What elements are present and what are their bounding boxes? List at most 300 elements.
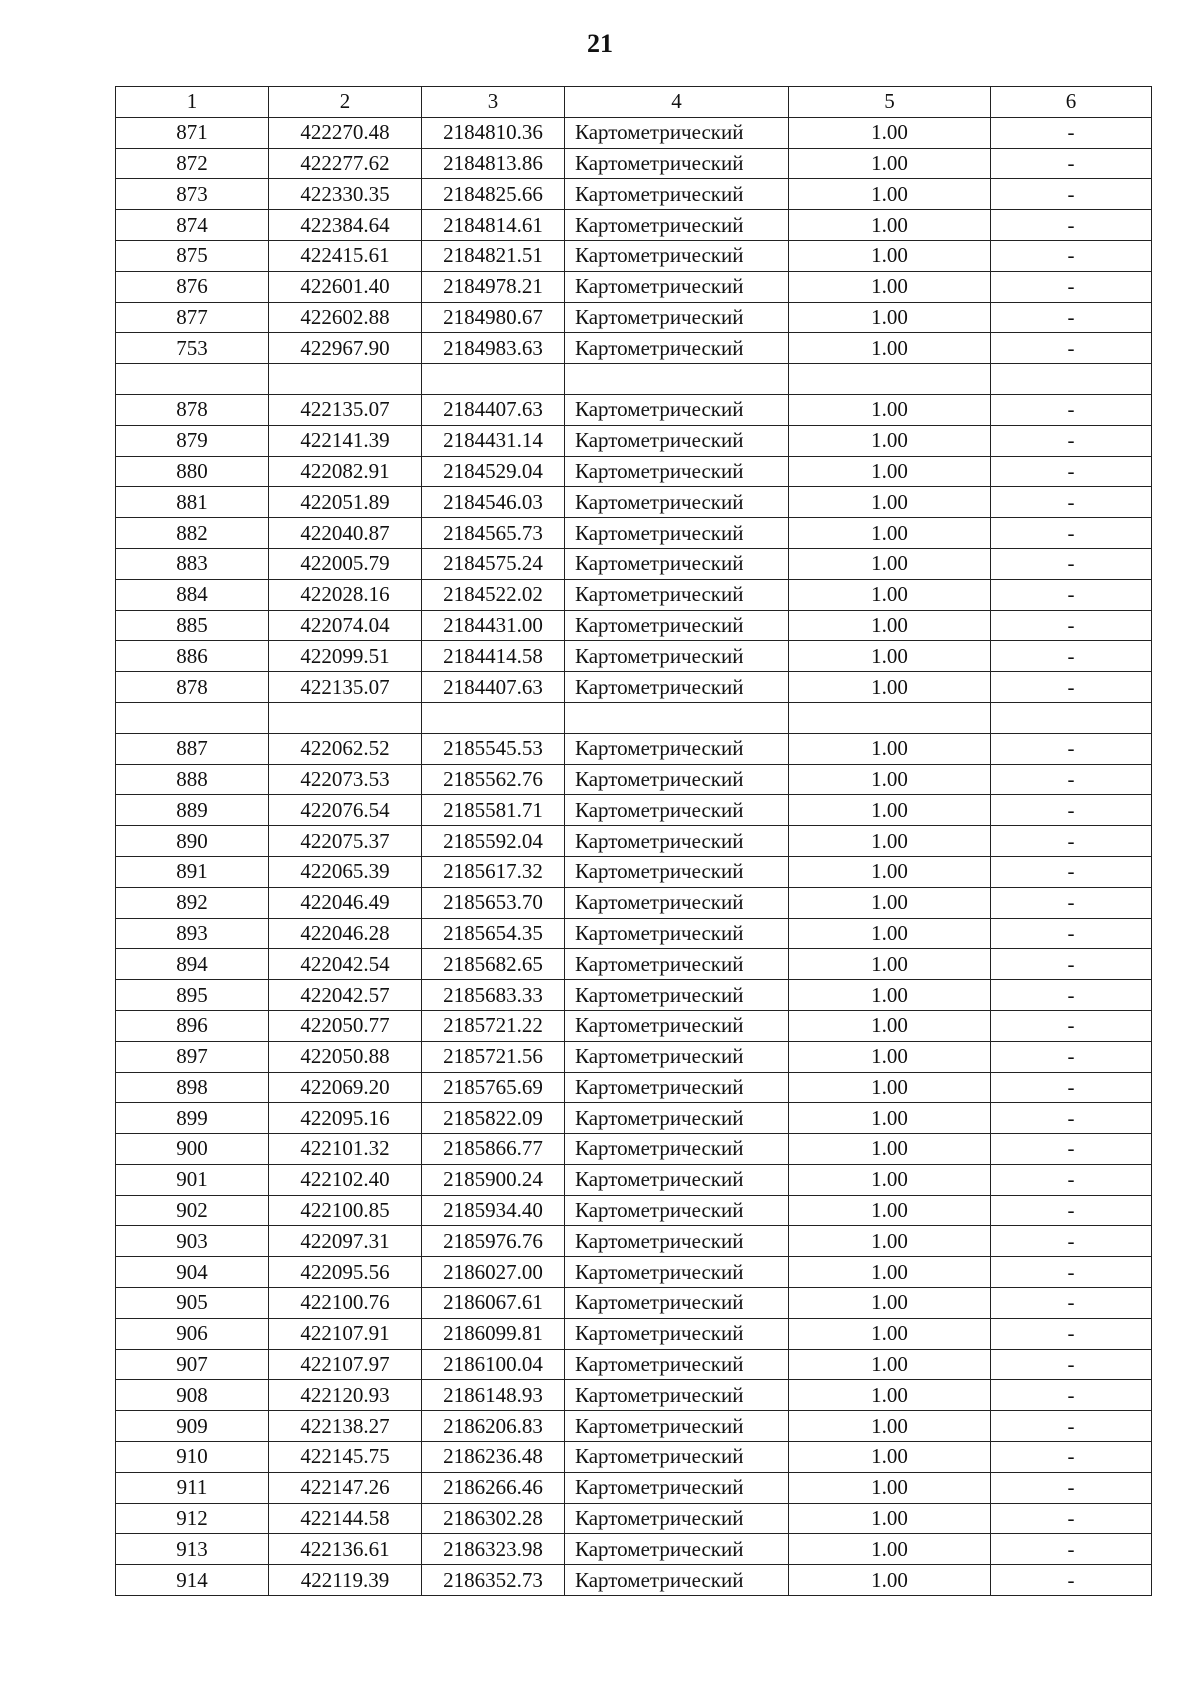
table-row bbox=[116, 733, 1152, 764]
accuracy-cell: 1.00 bbox=[789, 271, 991, 302]
description-cell: - bbox=[991, 1134, 1152, 1165]
point-number-cell: 890 bbox=[116, 826, 269, 857]
method-cell: Картометрический bbox=[565, 1041, 789, 1072]
point-number-cell: 909 bbox=[116, 1411, 269, 1442]
method-cell: Картометрический bbox=[565, 1442, 789, 1473]
description-cell: - bbox=[991, 1257, 1152, 1288]
y-coordinate-cell: 2185653.70 bbox=[422, 887, 565, 918]
point-number-cell: 873 bbox=[116, 179, 269, 210]
x-coordinate-cell bbox=[269, 364, 422, 395]
accuracy-cell: 1.00 bbox=[789, 795, 991, 826]
table-row bbox=[116, 1380, 1152, 1411]
y-coordinate-cell: 2186067.61 bbox=[422, 1288, 565, 1319]
y-coordinate-cell: 2185934.40 bbox=[422, 1195, 565, 1226]
point-number-cell: 874 bbox=[116, 210, 269, 241]
accuracy-cell: 1.00 bbox=[789, 1565, 991, 1596]
point-number-cell: 908 bbox=[116, 1380, 269, 1411]
x-coordinate-cell: 422042.57 bbox=[269, 980, 422, 1011]
y-coordinate-cell: 2185592.04 bbox=[422, 826, 565, 857]
method-cell: Картометрический bbox=[565, 826, 789, 857]
x-coordinate-cell: 422135.07 bbox=[269, 394, 422, 425]
y-coordinate-cell: 2184825.66 bbox=[422, 179, 565, 210]
accuracy-cell bbox=[789, 364, 991, 395]
accuracy-cell: 1.00 bbox=[789, 1103, 991, 1134]
column-header: 3 bbox=[422, 87, 565, 118]
description-cell: - bbox=[991, 456, 1152, 487]
x-coordinate-cell: 422120.93 bbox=[269, 1380, 422, 1411]
method-cell bbox=[565, 364, 789, 395]
description-cell: - bbox=[991, 1380, 1152, 1411]
x-coordinate-cell: 422100.76 bbox=[269, 1288, 422, 1319]
x-coordinate-cell: 422040.87 bbox=[269, 518, 422, 549]
method-cell: Картометрический bbox=[565, 210, 789, 241]
table-row bbox=[116, 610, 1152, 641]
table-row bbox=[116, 1442, 1152, 1473]
x-coordinate-cell: 422136.61 bbox=[269, 1534, 422, 1565]
point-number-cell: 889 bbox=[116, 795, 269, 826]
point-number-cell: 879 bbox=[116, 425, 269, 456]
point-number-cell: 886 bbox=[116, 641, 269, 672]
y-coordinate-cell: 2184980.67 bbox=[422, 302, 565, 333]
x-coordinate-cell: 422107.97 bbox=[269, 1349, 422, 1380]
y-coordinate-cell: 2185976.76 bbox=[422, 1226, 565, 1257]
y-coordinate-cell: 2185617.32 bbox=[422, 856, 565, 887]
description-cell: - bbox=[991, 795, 1152, 826]
method-cell: Картометрический bbox=[565, 1010, 789, 1041]
accuracy-cell: 1.00 bbox=[789, 1349, 991, 1380]
header-row bbox=[116, 87, 1152, 118]
point-number-cell: 911 bbox=[116, 1472, 269, 1503]
table-row bbox=[116, 425, 1152, 456]
point-number-cell: 901 bbox=[116, 1164, 269, 1195]
table-row bbox=[116, 240, 1152, 271]
accuracy-cell: 1.00 bbox=[789, 641, 991, 672]
accuracy-cell: 1.00 bbox=[789, 672, 991, 703]
table-row bbox=[116, 918, 1152, 949]
description-cell: - bbox=[991, 1472, 1152, 1503]
description-cell: - bbox=[991, 302, 1152, 333]
y-coordinate-cell: 2186323.98 bbox=[422, 1534, 565, 1565]
description-cell: - bbox=[991, 148, 1152, 179]
table-row bbox=[116, 548, 1152, 579]
point-number-cell: 906 bbox=[116, 1318, 269, 1349]
accuracy-cell: 1.00 bbox=[789, 980, 991, 1011]
method-cell: Картометрический bbox=[565, 579, 789, 610]
description-cell: - bbox=[991, 1442, 1152, 1473]
y-coordinate-cell: 2184522.02 bbox=[422, 579, 565, 610]
description-cell: - bbox=[991, 1010, 1152, 1041]
point-number-cell: 898 bbox=[116, 1072, 269, 1103]
method-cell: Картометрический bbox=[565, 887, 789, 918]
method-cell: Картометрический bbox=[565, 1411, 789, 1442]
point-number-cell: 883 bbox=[116, 548, 269, 579]
x-coordinate-cell: 422074.04 bbox=[269, 610, 422, 641]
accuracy-cell: 1.00 bbox=[789, 548, 991, 579]
table-row bbox=[116, 1534, 1152, 1565]
accuracy-cell: 1.00 bbox=[789, 333, 991, 364]
y-coordinate-cell: 2184821.51 bbox=[422, 240, 565, 271]
method-cell: Картометрический bbox=[565, 302, 789, 333]
y-coordinate-cell: 2184565.73 bbox=[422, 518, 565, 549]
description-cell: - bbox=[991, 1411, 1152, 1442]
point-number-cell: 875 bbox=[116, 240, 269, 271]
description-cell: - bbox=[991, 117, 1152, 148]
description-cell: - bbox=[991, 179, 1152, 210]
x-coordinate-cell: 422101.32 bbox=[269, 1134, 422, 1165]
accuracy-cell: 1.00 bbox=[789, 1072, 991, 1103]
point-number-cell: 878 bbox=[116, 672, 269, 703]
description-cell: - bbox=[991, 641, 1152, 672]
accuracy-cell: 1.00 bbox=[789, 1503, 991, 1534]
point-number-cell: 912 bbox=[116, 1503, 269, 1534]
y-coordinate-cell: 2186148.93 bbox=[422, 1380, 565, 1411]
description-cell: - bbox=[991, 1503, 1152, 1534]
x-coordinate-cell: 422046.28 bbox=[269, 918, 422, 949]
x-coordinate-cell: 422141.39 bbox=[269, 425, 422, 456]
accuracy-cell: 1.00 bbox=[789, 1411, 991, 1442]
accuracy-cell: 1.00 bbox=[789, 1380, 991, 1411]
x-coordinate-cell: 422144.58 bbox=[269, 1503, 422, 1534]
method-cell: Картометрический bbox=[565, 1072, 789, 1103]
table-row bbox=[116, 1103, 1152, 1134]
point-number-cell: 891 bbox=[116, 856, 269, 887]
accuracy-cell: 1.00 bbox=[789, 1472, 991, 1503]
y-coordinate-cell: 2185721.22 bbox=[422, 1010, 565, 1041]
y-coordinate-cell: 2184814.61 bbox=[422, 210, 565, 241]
point-number-cell: 878 bbox=[116, 394, 269, 425]
y-coordinate-cell: 2184813.86 bbox=[422, 148, 565, 179]
accuracy-cell: 1.00 bbox=[789, 148, 991, 179]
point-number-cell bbox=[116, 702, 269, 733]
accuracy-cell: 1.00 bbox=[789, 1226, 991, 1257]
y-coordinate-cell: 2184546.03 bbox=[422, 487, 565, 518]
column-header: 1 bbox=[116, 87, 269, 118]
x-coordinate-cell: 422270.48 bbox=[269, 117, 422, 148]
y-coordinate-cell: 2186027.00 bbox=[422, 1257, 565, 1288]
table-row bbox=[116, 302, 1152, 333]
y-coordinate-cell bbox=[422, 702, 565, 733]
x-coordinate-cell: 422119.39 bbox=[269, 1565, 422, 1596]
table-row bbox=[116, 333, 1152, 364]
table-row bbox=[116, 456, 1152, 487]
description-cell: - bbox=[991, 1072, 1152, 1103]
table-row bbox=[116, 1565, 1152, 1596]
table-row bbox=[116, 271, 1152, 302]
description-cell: - bbox=[991, 887, 1152, 918]
description-cell: - bbox=[991, 764, 1152, 795]
description-cell: - bbox=[991, 425, 1152, 456]
y-coordinate-cell: 2184407.63 bbox=[422, 672, 565, 703]
table-row bbox=[116, 672, 1152, 703]
method-cell: Картометрический bbox=[565, 1472, 789, 1503]
method-cell: Картометрический bbox=[565, 117, 789, 148]
point-number-cell: 876 bbox=[116, 271, 269, 302]
y-coordinate-cell: 2185721.56 bbox=[422, 1041, 565, 1072]
point-number-cell: 877 bbox=[116, 302, 269, 333]
method-cell: Картометрический bbox=[565, 148, 789, 179]
point-number-cell: 904 bbox=[116, 1257, 269, 1288]
x-coordinate-cell: 422073.53 bbox=[269, 764, 422, 795]
description-cell: - bbox=[991, 1041, 1152, 1072]
x-coordinate-cell: 422069.20 bbox=[269, 1072, 422, 1103]
x-coordinate-cell: 422107.91 bbox=[269, 1318, 422, 1349]
x-coordinate-cell: 422384.64 bbox=[269, 210, 422, 241]
table-row bbox=[116, 887, 1152, 918]
table-row bbox=[116, 394, 1152, 425]
table-row bbox=[116, 518, 1152, 549]
description-cell: - bbox=[991, 518, 1152, 549]
description-cell: - bbox=[991, 210, 1152, 241]
method-cell: Картометрический bbox=[565, 1134, 789, 1165]
accuracy-cell: 1.00 bbox=[789, 1195, 991, 1226]
table-row bbox=[116, 117, 1152, 148]
table-row bbox=[116, 1164, 1152, 1195]
x-coordinate-cell: 422075.37 bbox=[269, 826, 422, 857]
table-row bbox=[116, 148, 1152, 179]
point-number-cell: 887 bbox=[116, 733, 269, 764]
accuracy-cell: 1.00 bbox=[789, 1534, 991, 1565]
accuracy-cell: 1.00 bbox=[789, 1288, 991, 1319]
description-cell: - bbox=[991, 333, 1152, 364]
x-coordinate-cell: 422095.16 bbox=[269, 1103, 422, 1134]
point-number-cell: 872 bbox=[116, 148, 269, 179]
x-coordinate-cell: 422138.27 bbox=[269, 1411, 422, 1442]
x-coordinate-cell: 422277.62 bbox=[269, 148, 422, 179]
method-cell: Картометрический bbox=[565, 795, 789, 826]
description-cell: - bbox=[991, 672, 1152, 703]
x-coordinate-cell: 422135.07 bbox=[269, 672, 422, 703]
table-row bbox=[116, 1195, 1152, 1226]
x-coordinate-cell: 422601.40 bbox=[269, 271, 422, 302]
table-row bbox=[116, 1041, 1152, 1072]
method-cell: Картометрический bbox=[565, 1380, 789, 1411]
point-number-cell: 888 bbox=[116, 764, 269, 795]
accuracy-cell: 1.00 bbox=[789, 456, 991, 487]
x-coordinate-cell: 422099.51 bbox=[269, 641, 422, 672]
method-cell: Картометрический bbox=[565, 394, 789, 425]
accuracy-cell: 1.00 bbox=[789, 826, 991, 857]
description-cell: - bbox=[991, 918, 1152, 949]
y-coordinate-cell: 2185682.65 bbox=[422, 949, 565, 980]
x-coordinate-cell: 422076.54 bbox=[269, 795, 422, 826]
method-cell: Картометрический bbox=[565, 271, 789, 302]
y-coordinate-cell: 2186236.48 bbox=[422, 1442, 565, 1473]
accuracy-cell: 1.00 bbox=[789, 1318, 991, 1349]
description-cell: - bbox=[991, 610, 1152, 641]
accuracy-cell: 1.00 bbox=[789, 733, 991, 764]
point-number-cell: 871 bbox=[116, 117, 269, 148]
x-coordinate-cell: 422050.88 bbox=[269, 1041, 422, 1072]
separator-row bbox=[116, 364, 1152, 395]
description-cell bbox=[991, 702, 1152, 733]
y-coordinate-cell: 2184983.63 bbox=[422, 333, 565, 364]
table-row bbox=[116, 641, 1152, 672]
description-cell: - bbox=[991, 856, 1152, 887]
x-coordinate-cell: 422062.52 bbox=[269, 733, 422, 764]
point-number-cell: 902 bbox=[116, 1195, 269, 1226]
x-coordinate-cell: 422046.49 bbox=[269, 887, 422, 918]
table-row bbox=[116, 856, 1152, 887]
x-coordinate-cell: 422082.91 bbox=[269, 456, 422, 487]
point-number-cell: 905 bbox=[116, 1288, 269, 1319]
accuracy-cell: 1.00 bbox=[789, 1164, 991, 1195]
table-row bbox=[116, 826, 1152, 857]
description-cell: - bbox=[991, 240, 1152, 271]
y-coordinate-cell: 2186352.73 bbox=[422, 1565, 565, 1596]
point-number-cell: 753 bbox=[116, 333, 269, 364]
method-cell: Картометрический bbox=[565, 425, 789, 456]
x-coordinate-cell: 422051.89 bbox=[269, 487, 422, 518]
accuracy-cell: 1.00 bbox=[789, 1257, 991, 1288]
x-coordinate-cell: 422100.85 bbox=[269, 1195, 422, 1226]
description-cell: - bbox=[991, 1164, 1152, 1195]
table-row bbox=[116, 949, 1152, 980]
accuracy-cell: 1.00 bbox=[789, 117, 991, 148]
accuracy-cell: 1.00 bbox=[789, 240, 991, 271]
method-cell: Картометрический bbox=[565, 918, 789, 949]
method-cell: Картометрический bbox=[565, 1565, 789, 1596]
point-number-cell: 895 bbox=[116, 980, 269, 1011]
table-row bbox=[116, 1134, 1152, 1165]
method-cell: Картометрический bbox=[565, 179, 789, 210]
method-cell: Картометрический bbox=[565, 733, 789, 764]
y-coordinate-cell: 2184978.21 bbox=[422, 271, 565, 302]
accuracy-cell: 1.00 bbox=[789, 1010, 991, 1041]
method-cell: Картометрический bbox=[565, 641, 789, 672]
point-number-cell: 897 bbox=[116, 1041, 269, 1072]
description-cell: - bbox=[991, 1565, 1152, 1596]
point-number-cell: 899 bbox=[116, 1103, 269, 1134]
x-coordinate-cell: 422005.79 bbox=[269, 548, 422, 579]
y-coordinate-cell: 2186099.81 bbox=[422, 1318, 565, 1349]
method-cell: Картометрический bbox=[565, 333, 789, 364]
accuracy-cell: 1.00 bbox=[789, 210, 991, 241]
x-coordinate-cell bbox=[269, 702, 422, 733]
y-coordinate-cell: 2184810.36 bbox=[422, 117, 565, 148]
table-row bbox=[116, 1349, 1152, 1380]
x-coordinate-cell: 422065.39 bbox=[269, 856, 422, 887]
column-header: 6 bbox=[991, 87, 1152, 118]
point-number-cell: 903 bbox=[116, 1226, 269, 1257]
method-cell: Картометрический bbox=[565, 764, 789, 795]
description-cell: - bbox=[991, 1318, 1152, 1349]
y-coordinate-cell: 2185866.77 bbox=[422, 1134, 565, 1165]
x-coordinate-cell: 422145.75 bbox=[269, 1442, 422, 1473]
table-row bbox=[116, 1257, 1152, 1288]
point-number-cell: 894 bbox=[116, 949, 269, 980]
method-cell: Картометрический bbox=[565, 1288, 789, 1319]
point-number-cell: 914 bbox=[116, 1565, 269, 1596]
description-cell: - bbox=[991, 1288, 1152, 1319]
y-coordinate-cell: 2186206.83 bbox=[422, 1411, 565, 1442]
accuracy-cell bbox=[789, 702, 991, 733]
table-row bbox=[116, 1503, 1152, 1534]
x-coordinate-cell: 422095.56 bbox=[269, 1257, 422, 1288]
table-row bbox=[116, 179, 1152, 210]
method-cell: Картометрический bbox=[565, 949, 789, 980]
point-number-cell: 885 bbox=[116, 610, 269, 641]
point-number-cell: 900 bbox=[116, 1134, 269, 1165]
accuracy-cell: 1.00 bbox=[789, 1134, 991, 1165]
accuracy-cell: 1.00 bbox=[789, 1041, 991, 1072]
column-header: 4 bbox=[565, 87, 789, 118]
table-row bbox=[116, 1226, 1152, 1257]
y-coordinate-cell: 2186266.46 bbox=[422, 1472, 565, 1503]
point-number-cell: 880 bbox=[116, 456, 269, 487]
y-coordinate-cell: 2185654.35 bbox=[422, 918, 565, 949]
page-number: 21 bbox=[587, 29, 613, 58]
accuracy-cell: 1.00 bbox=[789, 518, 991, 549]
x-coordinate-cell: 422330.35 bbox=[269, 179, 422, 210]
y-coordinate-cell bbox=[422, 364, 565, 395]
x-coordinate-cell: 422102.40 bbox=[269, 1164, 422, 1195]
method-cell bbox=[565, 702, 789, 733]
method-cell: Картометрический bbox=[565, 1226, 789, 1257]
table-row bbox=[116, 1288, 1152, 1319]
accuracy-cell: 1.00 bbox=[789, 1442, 991, 1473]
description-cell: - bbox=[991, 733, 1152, 764]
point-number-cell: 913 bbox=[116, 1534, 269, 1565]
accuracy-cell: 1.00 bbox=[789, 949, 991, 980]
table-row bbox=[116, 487, 1152, 518]
table-body bbox=[116, 117, 1152, 1595]
table-row bbox=[116, 980, 1152, 1011]
method-cell: Картометрический bbox=[565, 1318, 789, 1349]
y-coordinate-cell: 2185581.71 bbox=[422, 795, 565, 826]
accuracy-cell: 1.00 bbox=[789, 394, 991, 425]
description-cell: - bbox=[991, 394, 1152, 425]
description-cell: - bbox=[991, 579, 1152, 610]
table-row bbox=[116, 210, 1152, 241]
description-cell: - bbox=[991, 548, 1152, 579]
method-cell: Картометрический bbox=[565, 1503, 789, 1534]
accuracy-cell: 1.00 bbox=[789, 887, 991, 918]
point-number-cell: 907 bbox=[116, 1349, 269, 1380]
table-row bbox=[116, 764, 1152, 795]
method-cell: Картометрический bbox=[565, 1103, 789, 1134]
description-cell: - bbox=[991, 1349, 1152, 1380]
y-coordinate-cell: 2185765.69 bbox=[422, 1072, 565, 1103]
y-coordinate-cell: 2184407.63 bbox=[422, 394, 565, 425]
y-coordinate-cell: 2185545.53 bbox=[422, 733, 565, 764]
method-cell: Картометрический bbox=[565, 1349, 789, 1380]
description-cell: - bbox=[991, 1103, 1152, 1134]
accuracy-cell: 1.00 bbox=[789, 579, 991, 610]
point-number-cell: 882 bbox=[116, 518, 269, 549]
table-row bbox=[116, 1411, 1152, 1442]
point-number-cell bbox=[116, 364, 269, 395]
y-coordinate-cell: 2185822.09 bbox=[422, 1103, 565, 1134]
method-cell: Картометрический bbox=[565, 672, 789, 703]
x-coordinate-cell: 422147.26 bbox=[269, 1472, 422, 1503]
method-cell: Картометрический bbox=[565, 856, 789, 887]
x-coordinate-cell: 422042.54 bbox=[269, 949, 422, 980]
method-cell: Картометрический bbox=[565, 1164, 789, 1195]
method-cell: Картометрический bbox=[565, 518, 789, 549]
accuracy-cell: 1.00 bbox=[789, 764, 991, 795]
coordinates-table bbox=[115, 86, 1152, 1596]
y-coordinate-cell: 2184529.04 bbox=[422, 456, 565, 487]
point-number-cell: 884 bbox=[116, 579, 269, 610]
x-coordinate-cell: 422415.61 bbox=[269, 240, 422, 271]
description-cell: - bbox=[991, 949, 1152, 980]
point-number-cell: 893 bbox=[116, 918, 269, 949]
description-cell: - bbox=[991, 1534, 1152, 1565]
x-coordinate-cell: 422967.90 bbox=[269, 333, 422, 364]
method-cell: Картометрический bbox=[565, 1195, 789, 1226]
method-cell: Картометрический bbox=[565, 456, 789, 487]
method-cell: Картометрический bbox=[565, 548, 789, 579]
